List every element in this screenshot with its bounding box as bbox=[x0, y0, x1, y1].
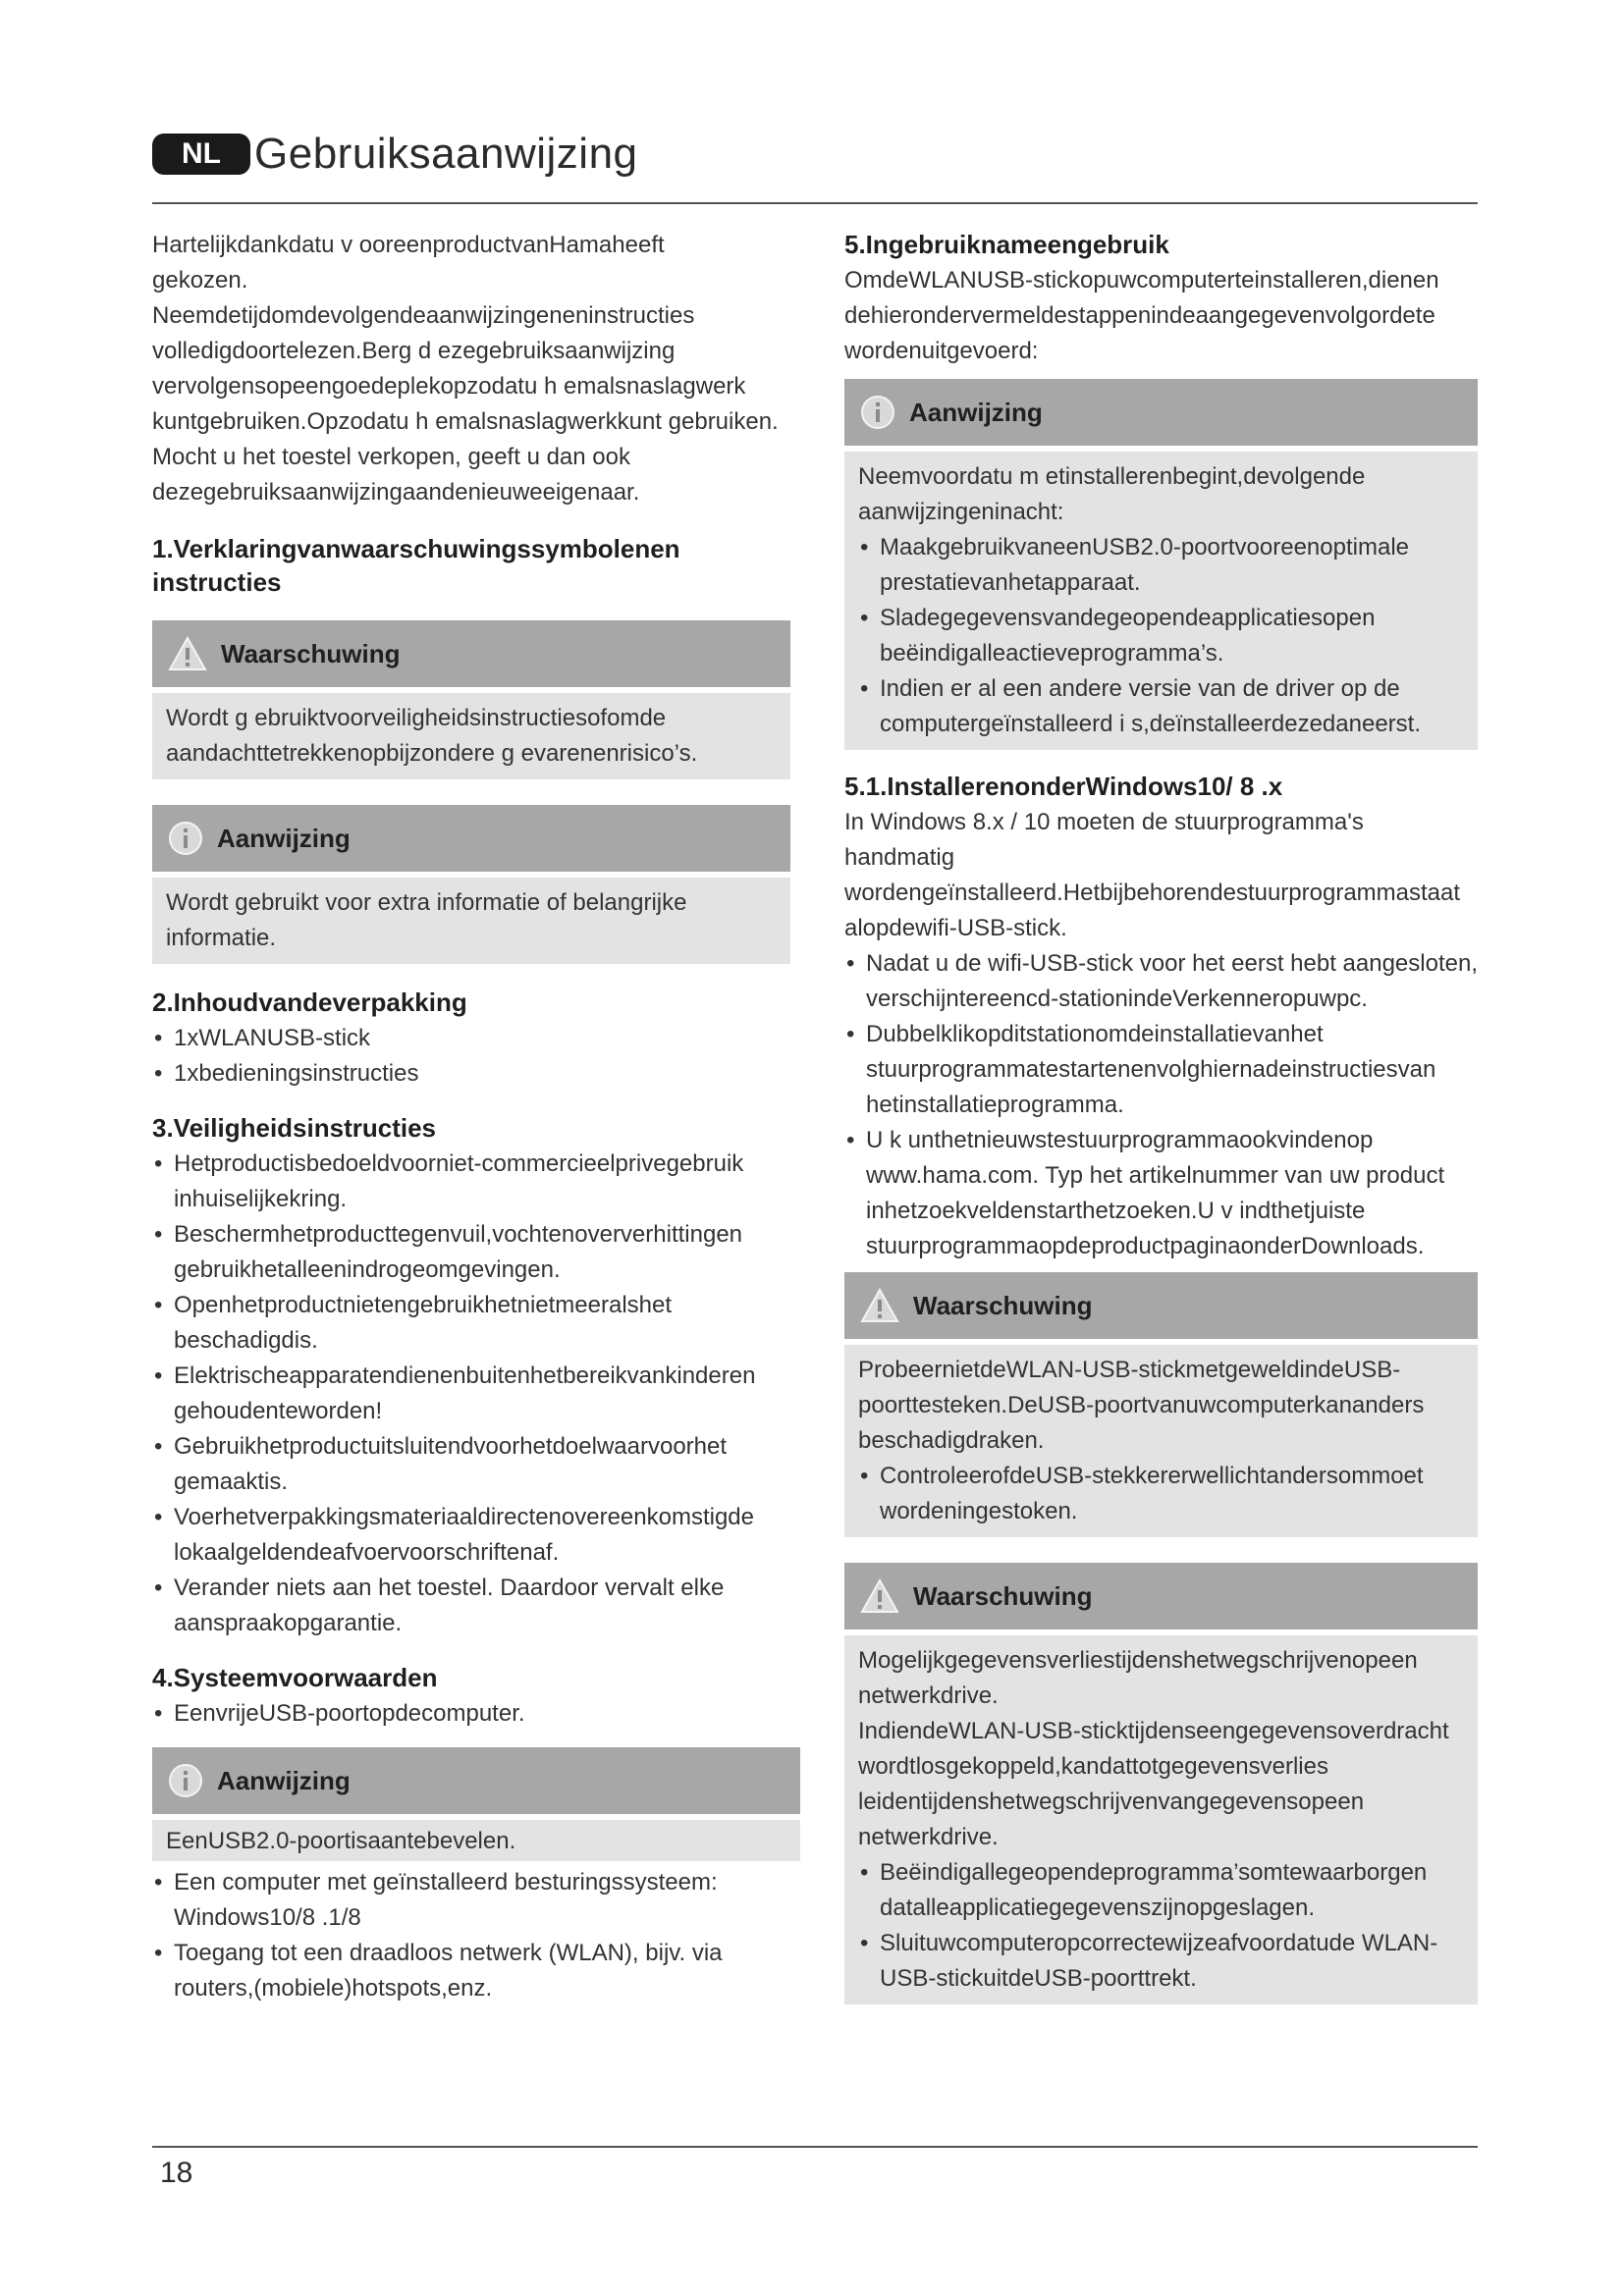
list-item: • Sluituwcomputeropcorrectewijzeafvoordatude WLAN-USB-stickuitdeUSB-poorttrekt. bbox=[858, 1926, 1462, 1997]
section-5-1-title: 5.1.InstallerenonderWindows10/ 8 .x bbox=[844, 772, 1283, 801]
list-item: • Openhetproductnietengebruikhetnietmeeralshet beschadigdis. bbox=[152, 1288, 761, 1359]
hint-body bbox=[844, 452, 1478, 750]
list-item: • Indien er al een andere versie van de driver op de computergeïnstalleerd i s,deïnstalleerdezedaneerst. bbox=[858, 671, 1462, 742]
hint-text: Neemvoordatu m etinstallerenbegint,devolgende aanwijzingeninacht: bbox=[858, 463, 1366, 525]
intro-thanks: Hartelijkdankdatu v ooreenproductvanHamaheeft gekozen. bbox=[152, 232, 665, 294]
hint-list bbox=[858, 530, 1462, 742]
hint-text: Wordt gebruikt voor extra informatie of belangrijke informatie. bbox=[166, 889, 687, 951]
safety-list bbox=[152, 1147, 800, 1641]
warning-header bbox=[152, 620, 790, 687]
section-5-text: OmdeWLANUSB-stickopuwcomputerteinstalleren,dienen dehierondervermeldestappenindeaangegevenvolgordete wordenuitgevoerd: bbox=[844, 267, 1439, 364]
list-item: • Een computer met geïnstalleerd besturingssysteem: Windows10/8 .1/8 bbox=[152, 1865, 761, 1936]
warning-text: Wordt g ebruiktvoorveiligheidsinstructiesofomde aandachttetrekkenopbijzondere g evarenenrisico’s. bbox=[166, 705, 698, 767]
hint-label: Aanwijzing bbox=[217, 1765, 351, 1795]
list-item: • Sladegegevensvandegeopendeapplicatiesopen beëindigalleactieveprogramma’s. bbox=[858, 601, 1462, 671]
system-requirements-list bbox=[152, 1696, 800, 1732]
info-icon bbox=[860, 395, 895, 430]
page-header bbox=[152, 126, 1478, 204]
header-divider bbox=[152, 202, 1478, 204]
page-title: Gebruiksaanwijzing bbox=[254, 130, 638, 178]
footer-divider bbox=[152, 2146, 1478, 2148]
warning-triangle-icon bbox=[860, 1288, 899, 1323]
info-icon bbox=[168, 821, 203, 856]
warning-triangle-icon bbox=[860, 1578, 899, 1614]
warning-box-2 bbox=[844, 1272, 1478, 1537]
hint-header bbox=[844, 379, 1478, 446]
section-1-title: 1.Verklaringvanwaarschuwingssymbolenen instructies bbox=[152, 534, 680, 597]
section-5-title: 5.Ingebruiknameengebruik bbox=[844, 230, 1169, 259]
warning-label: Waarschuwing bbox=[913, 1580, 1093, 1611]
hint-label: Aanwijzing bbox=[217, 823, 351, 853]
list-item: • Beëindigallegeopendeprogramma’somtewaarborgen datalleapplicatiegegevenszijnopgeslagen. bbox=[858, 1855, 1462, 1926]
right-column bbox=[844, 228, 1478, 2004]
hint-body bbox=[152, 1820, 800, 1861]
warning-text: Mogelijkgegevensverliestijdenshetwegschrijvenopeen netwerkdrive. bbox=[858, 1647, 1418, 1709]
hint-header bbox=[152, 1747, 800, 1814]
list-item: • Beschermhetproducttegenvuil,vochtenoververhittingen gebruikhetalleenindrogeomgevingen. bbox=[152, 1217, 761, 1288]
warning-body bbox=[844, 1635, 1478, 2004]
warning-text: ProbeernietdeWLAN-USB-stickmetgeweldindeUSB- poorttesteken.DeUSB-poortvanuwcomputerkananders beschadigdraken. bbox=[858, 1357, 1425, 1454]
hint-box-1 bbox=[152, 805, 790, 964]
warning-header bbox=[844, 1563, 1478, 1629]
info-icon bbox=[168, 1763, 203, 1798]
list-item: • Elektrischeapparatendienenbuitenhetbereikvankinderen gehoudenteworden! bbox=[152, 1359, 761, 1429]
list-item: • 1xWLANUSB-stick bbox=[152, 1021, 800, 1056]
section-3-title: 3.Veiligheidsinstructies bbox=[152, 1113, 436, 1143]
list-item: • Hetproductisbedoeldvoorniet-commercieelprivegebruik inhuiselijkekring. bbox=[152, 1147, 761, 1217]
hint-box-3 bbox=[844, 379, 1478, 750]
list-item: • Voerhetverpakkingsmateriaaldirectenovereenkomstigde lokaalgeldendeafvoervoorschriftenaf. bbox=[152, 1500, 761, 1571]
warning-body bbox=[844, 1345, 1478, 1537]
list-item: • Dubbelklikopditstationomdeinstallatievanhet stuurprogrammatestartenenvolghiernadeinstructiesvan hetinstallatieprogramma. bbox=[844, 1017, 1478, 1123]
list-item: • EenvrijeUSB-poortopdecomputer. bbox=[152, 1696, 800, 1732]
left-column bbox=[152, 228, 800, 2006]
warning-text: IndiendeWLAN-USB-sticktijdenseengegevensoverdracht wordtlosgekoppeld,kandattotgegevensverlies leidentijdenshetwegschrijvenvangegevensopeen netwerkdrive. bbox=[858, 1718, 1449, 1850]
hint-text: EenUSB2.0-poortisaantebevelen. bbox=[166, 1828, 516, 1854]
warning-triangle-icon bbox=[168, 636, 207, 671]
list-item: • ControleerofdeUSB-stekkererwellichtandersommoet wordeningestoken. bbox=[858, 1459, 1462, 1529]
list-item: • Verander niets aan het toestel. Daardoor vervalt elke aanspraakopgarantie. bbox=[152, 1571, 761, 1641]
list-item: • U k unthetnieuwstestuurprogrammaookvindenop www.hama.com. Typ het artikelnummer van uw product inhetzoekveldenstarthetzoeken.U v indthetjuiste stuurprogrammaopdeproductpaginaonderDownloads. bbox=[844, 1123, 1478, 1264]
hint-box-2 bbox=[152, 1747, 800, 1861]
warning-box-3 bbox=[844, 1563, 1478, 2004]
language-badge: NL bbox=[152, 133, 250, 175]
warning-list bbox=[858, 1855, 1462, 1997]
warning-box-1 bbox=[152, 620, 790, 779]
hint-header bbox=[152, 805, 790, 872]
list-item: • MaakgebruikvaneenUSB2.0-poortvooreenoptimale prestatievanhetapparaat. bbox=[858, 530, 1462, 601]
section-4-title: 4.Systeemvoorwaarden bbox=[152, 1663, 438, 1692]
section-5-1-text: In Windows 8.x / 10 moeten de stuurprogramma's handmatig wordengeïnstalleerd.Hetbijbehorendestuurprogrammastaat alopdewifi-USB-stick. bbox=[844, 809, 1461, 941]
list-item: • Toegang tot een draadloos netwerk (WLAN), bijv. via routers,(mobiele)hotspots,enz. bbox=[152, 1936, 761, 2006]
warning-label: Waarschuwing bbox=[913, 1290, 1093, 1320]
warning-header bbox=[844, 1272, 1478, 1339]
list-item: • Nadat u de wifi-USB-stick voor het eerst hebt aangesloten, verschijntereencd-stationindeVerkenneropuwpc. bbox=[844, 946, 1478, 1017]
package-contents-list bbox=[152, 1021, 800, 1092]
warning-label: Waarschuwing bbox=[221, 638, 401, 668]
intro-read: Neemdetijdomdevolgendeaanwijzingeneninstructies volledigdoortelezen.Berg d ezegebruiksaanwijzing vervolgensopeengoedeplekopzodatu h emalsnaslagwerk kuntgebruiken.Opzodatu h emalsnaslagwerkkunt gebruiken. Mocht u het toestel verkopen, geeft u dan ook dezegebruiksaanwijzingaandenieuweeigenaar. bbox=[152, 302, 779, 506]
install-steps-list bbox=[844, 946, 1478, 1264]
section-2-title: 2.Inhoudvandeverpakking bbox=[152, 988, 467, 1017]
hint-label: Aanwijzing bbox=[909, 397, 1043, 427]
system-requirements-list-2 bbox=[152, 1865, 800, 2006]
list-item: • Gebruikhetproductuitsluitendvoorhetdoelwaarvoorhet gemaaktis. bbox=[152, 1429, 761, 1500]
warning-body bbox=[152, 693, 790, 779]
hint-body bbox=[152, 878, 790, 964]
page-number: 18 bbox=[160, 2157, 193, 2189]
warning-list bbox=[858, 1459, 1462, 1529]
list-item: • 1xbedieningsinstructies bbox=[152, 1056, 800, 1092]
